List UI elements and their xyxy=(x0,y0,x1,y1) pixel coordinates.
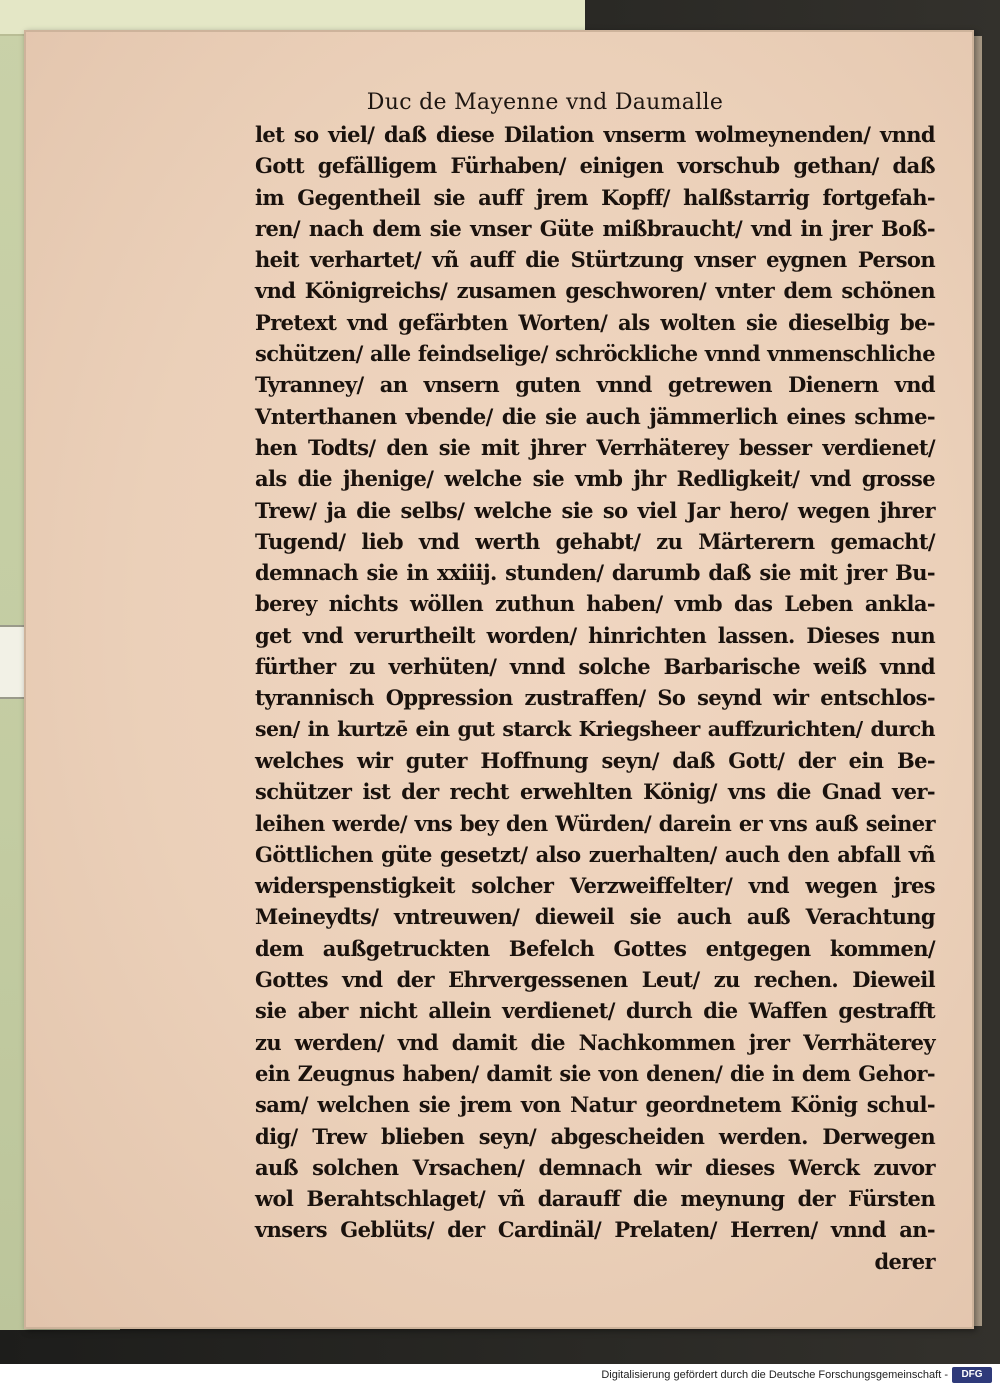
text-line: berey nichts wöllen zuthun haben/ vmb das Leben ankla- xyxy=(255,591,935,617)
footer-bar xyxy=(0,1364,1000,1389)
body-text xyxy=(255,119,935,1277)
text-line: welches wir guter Hoffnung seyn/ daß Gott/ der ein Be- xyxy=(255,747,935,773)
text-line: ein Zeugnus haben/ damit sie von denen/ die in dem Gehor- xyxy=(255,1060,935,1086)
text-line: dem außgetruckten Befelch Gottes entgegen kommen/ xyxy=(255,935,935,961)
text-line: Gottes vnd der Ehrvergessenen Leut/ zu rechen. Dieweil xyxy=(255,967,935,993)
text-line: Tugend/ lieb vnd werth gehabt/ zu Märterern gemacht/ xyxy=(255,528,935,554)
text-line: im Gegentheil sie auff jrem Kopff/ halßstarrig fortgefah- xyxy=(255,184,935,210)
text-line: Göttlichen güte gesetzt/ also zuerhalten/ auch den abfall vñ xyxy=(255,841,935,867)
text-line: get vnd verurtheilt worden/ hinrichten lassen. Dieses nun xyxy=(255,622,935,648)
text-line: als die jhenige/ welche sie vmb jhr Redligkeit/ vnd grosse xyxy=(255,466,935,492)
text-line: sen/ in kurtzē ein gut starck Kriegsheer auffzurichten/ durch xyxy=(255,716,935,741)
dfg-logo: DFG xyxy=(952,1367,992,1383)
text-line: widerspenstigkeit solcher Verzweiffelter/ vnd wegen jres xyxy=(255,873,935,899)
text-line: dig/ Trew blieben seyn/ abgescheiden werden. Derwegen xyxy=(255,1123,935,1149)
text-line: Meineydts/ vntreuwen/ dieweil sie auch auß Verachtung xyxy=(255,904,935,930)
text-line: Tyranney/ an vnsern guten vnnd getrewen Dienern vnd xyxy=(255,372,935,398)
text-line: auß solchen Vrsachen/ demnach wir dieses Werck zuvor xyxy=(255,1154,935,1180)
text-line: Vnterthanen vbende/ die sie auch jämmerlich eines schme- xyxy=(255,403,935,429)
text-line: hen Todts/ den sie mit jhrer Verrhäterey besser verdienet/ xyxy=(255,434,935,460)
text-line: fürther zu verhüten/ vnnd solche Barbarische weiß vnnd xyxy=(255,654,935,680)
text-line: leihen werde/ vns bey den Würden/ darein er vns auß seiner xyxy=(255,810,935,836)
running-head-text: Duc de Mayenne vnd Daumalle xyxy=(366,90,724,115)
text-line: heit verhartet/ vñ auff die Stürtzung vnser eygnen Person xyxy=(255,247,935,273)
text-line: wol Berahtschlaget/ vñ darauff die meynung der Fürsten xyxy=(255,1186,935,1212)
text-line: sam/ welchen sie jrem von Natur geordnetem König schul- xyxy=(255,1092,935,1118)
text-line: vnsers Geblüts/ der Cardinäl/ Prelaten/ Herren/ vnnd an- xyxy=(255,1217,935,1243)
text-line: tyrannisch Oppression zustraffen/ So seynd wir entschlos- xyxy=(255,685,935,711)
text-line: Pretext vnd gefärbten Worten/ als wolten sie dieselbig be- xyxy=(255,309,935,335)
text-line: ren/ nach dem sie vnser Güte mißbraucht/ vnd in jrer Boß- xyxy=(255,215,935,241)
text-line: schützer ist der recht erwehlten König/ vns die Gnad ver- xyxy=(255,779,935,805)
text-line: vnd Königreichs/ zusamen geschworen/ vnter dem schönen xyxy=(255,278,935,304)
running-head xyxy=(0,90,1000,115)
funding-credit: Digitalisierung gefördert durch die Deutsche Forschungsgemeinschaft - xyxy=(601,1369,948,1381)
text-line: Gott gefälligem Fürhaben/ einigen vorschub gethan/ daß xyxy=(255,153,935,179)
text-line: zu werden/ vnd damit die Nachkommen jrer Verrhäterey xyxy=(255,1029,935,1055)
text-line: schützen/ alle feindselige/ schröckliche vnnd vnmenschliche xyxy=(255,341,935,367)
text-line: sie aber nicht allein verdienet/ durch die Waffen gestrafft xyxy=(255,998,935,1024)
text-line: let so viel/ daß diese Dilation vnserm wolmeynenden/ vnnd xyxy=(255,122,935,147)
text-line: derer xyxy=(874,1248,935,1274)
text-line: Trew/ ja die selbs/ welche sie so viel Jar hero/ wegen jhrer xyxy=(255,497,935,523)
text-line: demnach sie in xxiiij. stunden/ darumb daß sie mit jrer Bu- xyxy=(255,560,935,586)
